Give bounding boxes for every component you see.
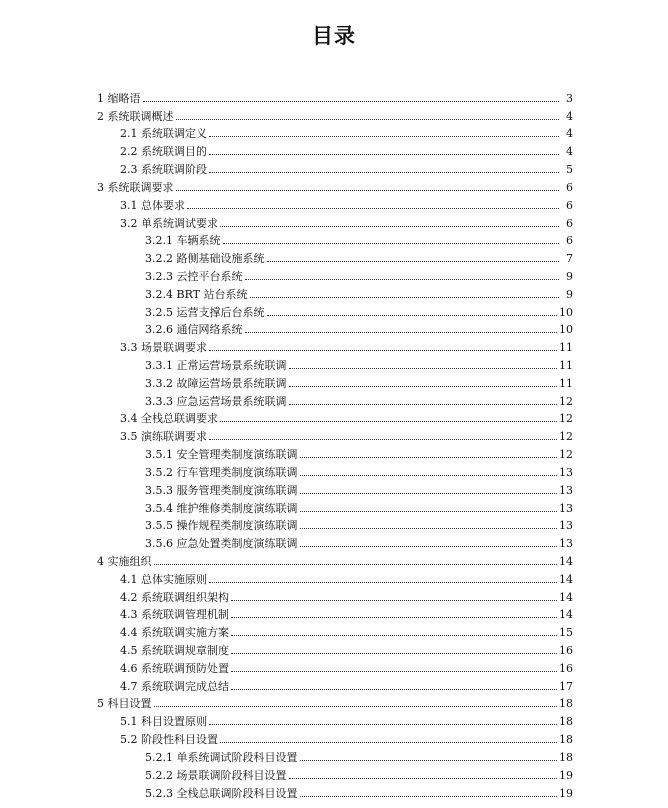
toc-dot-leader: [245, 332, 558, 333]
toc-dot-leader: [220, 421, 557, 422]
toc-dot-leader: [223, 243, 560, 244]
toc-dot-leader: [209, 350, 557, 351]
toc-entry-title: 4.7 系统联调完成总结: [120, 679, 229, 693]
toc-entry[interactable]: [97, 194, 573, 212]
toc-entry[interactable]: [97, 265, 573, 283]
toc-entry-title: 3 系统联调要求: [97, 180, 174, 194]
toc-dot-leader: [209, 582, 557, 583]
toc-entry-title: 3.5.2 行车管理类制度演练联调: [145, 465, 298, 479]
toc-page-number: 9: [566, 287, 573, 301]
toc-page-number: 12: [559, 394, 573, 408]
toc-entry[interactable]: [97, 550, 573, 568]
toc-entry-title: 3.2.3 云控平台系统: [145, 269, 243, 283]
toc-dot-leader: [231, 689, 557, 690]
toc-dot-leader: [209, 154, 559, 155]
toc-entry-title: 3.5.1 安全管理类制度演练联调: [145, 448, 298, 462]
toc-entry-title: 3.3 场景联调要求: [120, 341, 207, 355]
toc-entry[interactable]: [97, 764, 573, 782]
toc-entry[interactable]: [97, 586, 573, 604]
toc-page-number: 7: [566, 252, 573, 266]
toc-entry[interactable]: [97, 515, 573, 533]
toc-dot-leader: [300, 511, 558, 512]
toc-page-number: 18: [559, 697, 573, 711]
toc-page-number: 11: [559, 341, 573, 355]
toc-dot-leader: [231, 671, 557, 672]
toc-dot-leader: [209, 172, 559, 173]
toc-entry-title: 1 缩略语: [97, 91, 141, 105]
toc-dot-leader: [231, 617, 557, 618]
toc-page-number: 14: [559, 590, 573, 604]
toc-page-number: 19: [559, 786, 573, 800]
toc-entry[interactable]: [97, 639, 573, 657]
toc-dot-leader: [187, 208, 559, 209]
toc-page-number: 3: [566, 91, 573, 105]
toc-entry-title: 3.3.2 故障运营场景系统联调: [145, 376, 287, 390]
toc-entry[interactable]: [97, 123, 573, 141]
toc-entry-title: 4.5 系统联调规章制度: [120, 644, 229, 657]
toc-entry[interactable]: [97, 336, 573, 354]
toc-entry[interactable]: [97, 710, 573, 728]
toc-entry[interactable]: [97, 140, 573, 158]
toc-entry-title: 5.2 阶段性科目设置: [120, 733, 218, 747]
toc-entry[interactable]: [97, 158, 573, 176]
toc-entry-title: 2 系统联调概述: [97, 109, 174, 123]
toc-entry[interactable]: [97, 301, 573, 319]
toc-dot-leader: [176, 190, 560, 191]
toc-dot-leader: [245, 279, 560, 280]
toc-dot-leader: [231, 635, 557, 636]
toc-page-number: 5: [566, 163, 573, 177]
toc-dot-leader: [220, 226, 559, 227]
toc-entry[interactable]: [97, 212, 573, 230]
page-title: 目录: [312, 24, 356, 48]
toc-dot-leader: [209, 724, 557, 725]
toc-dot-leader: [289, 386, 558, 387]
toc-page-number: 15: [559, 626, 573, 640]
toc-entry[interactable]: [97, 657, 573, 675]
toc-entry-title: 4.6 系统联调预防处置: [120, 661, 229, 675]
toc-entry-title: 3.4 全栈总联调要求: [120, 412, 218, 426]
toc-entry-title: 3.5.5 操作规程类制度演练联调: [145, 519, 298, 533]
toc-dot-leader: [267, 315, 558, 316]
toc-entry[interactable]: [97, 230, 573, 248]
toc-page-number: 14: [559, 572, 573, 586]
toc-entry[interactable]: [97, 568, 573, 586]
toc-page-number: 16: [559, 661, 573, 675]
toc-entry[interactable]: [97, 372, 573, 390]
toc-dot-leader: [300, 796, 558, 797]
toc-entry-title: 4.3 系统联调管理机制: [120, 608, 229, 622]
toc-dot-leader: [300, 546, 558, 547]
toc-page-number: 13: [559, 519, 573, 533]
toc-page-number: 12: [559, 412, 573, 426]
toc-entry-title: 3.1 总体要求: [120, 198, 185, 212]
toc-page-number: 16: [559, 644, 573, 657]
toc-dot-leader: [154, 706, 558, 707]
toc-page-number: 12: [559, 430, 573, 444]
toc-entry[interactable]: [97, 728, 573, 746]
toc-dot-leader: [300, 475, 558, 476]
toc-entry-title: 2.2 系统联调目的: [120, 145, 207, 159]
toc-entry[interactable]: [97, 176, 573, 194]
toc-page-number: 13: [559, 537, 573, 551]
toc-dot-leader: [143, 101, 560, 102]
toc-page-number: 13: [559, 483, 573, 497]
toc-entry-title: 3.2.5 运营支撑后台系统: [145, 305, 265, 319]
toc-page-number: 9: [566, 269, 573, 283]
toc-entry[interactable]: [97, 390, 573, 408]
toc-entry-title: 3.5.4 维护维修类制度演练联调: [145, 501, 298, 515]
toc-page-number: 6: [566, 198, 573, 212]
toc-entry[interactable]: [97, 675, 573, 693]
toc-page-number: 11: [559, 376, 573, 390]
toc-entry[interactable]: [97, 87, 573, 105]
toc-entry-title: 3.5.6 应急处置类制度演练联调: [145, 537, 298, 551]
table-of-contents: [97, 87, 573, 800]
toc-entry[interactable]: [97, 247, 573, 265]
toc-dot-leader: [250, 297, 560, 298]
toc-entry-title: 4.2 系统联调组织架构: [120, 590, 229, 604]
toc-page-number: 13: [559, 501, 573, 515]
toc-dot-leader: [220, 742, 557, 743]
toc-entry[interactable]: [97, 283, 573, 301]
toc-entry-title: 3.3.1 正常运营场景系统联调: [145, 359, 287, 372]
toc-page-number: 4: [566, 145, 573, 159]
toc-entry[interactable]: [97, 693, 573, 711]
toc-page-number: 13: [559, 465, 573, 479]
toc-entry-title: 4.1 总体实施原则: [120, 572, 207, 586]
toc-dot-leader: [176, 119, 560, 120]
toc-entry-title: 3.3.3 应急运营场景系统联调: [145, 394, 287, 408]
toc-entry-title: 5.2.1 单系统调试阶段科目设置: [145, 750, 298, 764]
toc-entry-title: 3.2.4 BRT 站台系统: [145, 287, 248, 301]
toc-entry[interactable]: [97, 443, 573, 461]
toc-page-number: 4: [566, 109, 573, 123]
toc-page-number: 6: [566, 180, 573, 194]
toc-entry[interactable]: [97, 105, 573, 123]
toc-entry[interactable]: [97, 425, 573, 443]
toc-dot-leader: [300, 457, 558, 458]
toc-entry-title: 5.2.2 场景联调阶段科目设置: [145, 768, 287, 782]
toc-entry-title: 3.2.2 路侧基础设施系统: [145, 252, 265, 266]
toc-entry-title: 2.3 系统联调阶段: [120, 163, 207, 177]
toc-dot-leader: [289, 404, 558, 405]
toc-entry[interactable]: [97, 319, 573, 337]
toc-dot-leader: [300, 760, 558, 761]
toc-entry-title: 3.2 单系统调试要求: [120, 216, 218, 230]
toc-entry[interactable]: [97, 354, 573, 372]
toc-entry[interactable]: [97, 746, 573, 764]
toc-page-number: 18: [559, 750, 573, 764]
toc-entry-title: 3.5.3 服务管理类制度演练联调: [145, 483, 298, 497]
toc-page-number: 18: [559, 733, 573, 747]
toc-dot-leader: [209, 136, 559, 137]
toc-dot-leader: [300, 528, 558, 529]
toc-entry-title: 5 科目设置: [97, 697, 152, 711]
toc-entry-title: 5.1 科目设置原则: [120, 715, 207, 729]
toc-page-number: 12: [559, 448, 573, 462]
toc-entry[interactable]: [97, 782, 573, 800]
toc-dot-leader: [289, 778, 558, 779]
toc-dot-leader: [231, 600, 557, 601]
toc-entry[interactable]: [97, 479, 573, 497]
toc-entry[interactable]: [97, 461, 573, 479]
toc-dot-leader: [267, 261, 560, 262]
toc-page-number: 4: [566, 127, 573, 141]
toc-dot-leader: [209, 439, 557, 440]
toc-dot-leader: [289, 368, 558, 369]
toc-entry-title: 5.2.3 全栈总联调阶段科目设置: [145, 786, 298, 800]
toc-entry-title: 3.2.1 车辆系统: [145, 234, 221, 248]
toc-entry-title: 4 实施组织: [97, 554, 152, 568]
toc-dot-leader: [231, 653, 557, 654]
toc-entry-title: 4.4 系统联调实施方案: [120, 626, 229, 640]
toc-page-number: 11: [559, 359, 573, 372]
toc-entry[interactable]: [97, 532, 573, 550]
toc-page-number: 14: [559, 554, 573, 568]
toc-entry[interactable]: [97, 604, 573, 622]
toc-page-number: 6: [566, 216, 573, 230]
toc-page-number: 19: [559, 768, 573, 782]
toc-entry-title: 2.1 系统联调定义: [120, 127, 207, 141]
toc-entry[interactable]: [97, 497, 573, 515]
toc-entry[interactable]: [97, 408, 573, 426]
toc-page-number: 6: [566, 234, 573, 248]
toc-entry-title: 3.5 演练联调要求: [120, 430, 207, 444]
toc-page-number: 10: [559, 305, 573, 319]
toc-page-number: 10: [559, 323, 573, 337]
toc-page-number: 14: [559, 608, 573, 622]
toc-page-number: 17: [559, 679, 573, 693]
toc-entry[interactable]: [97, 621, 573, 639]
toc-entry-title: 3.2.6 通信网络系统: [145, 323, 243, 337]
toc-page-number: 18: [559, 715, 573, 729]
toc-dot-leader: [154, 564, 558, 565]
toc-dot-leader: [300, 493, 558, 494]
